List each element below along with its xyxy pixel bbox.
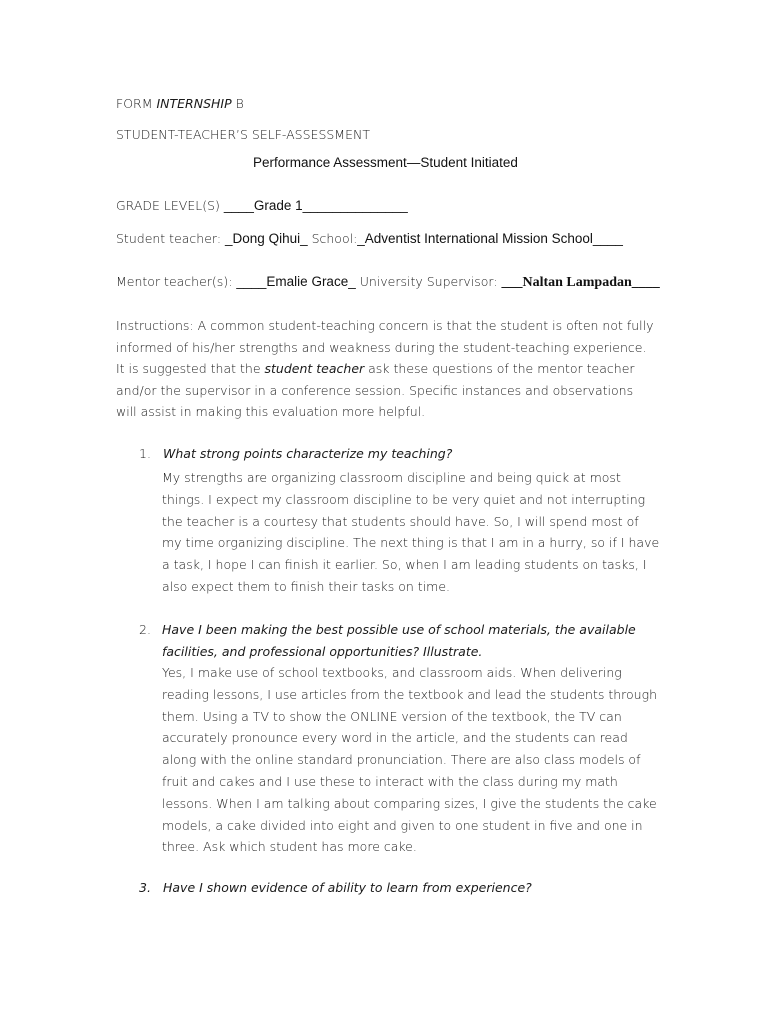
question-3	[139, 880, 532, 895]
question-3-number: 3.	[139, 880, 151, 895]
question-2-number: 2.	[139, 622, 151, 637]
document-subtitle: STUDENT-TEACHER’S SELF-ASSESSMENT	[116, 127, 370, 142]
school-label: School:	[307, 231, 358, 246]
question-1	[139, 446, 452, 461]
grade-level-value: ____Grade 1______________	[223, 198, 408, 213]
grade-level-row	[116, 198, 408, 213]
mentor-row	[116, 274, 660, 291]
student-teacher-row	[116, 231, 623, 246]
document-title: Performance Assessment—Student Initiated	[253, 155, 518, 170]
university-supervisor-value: ___Naltan Lampadan____	[501, 275, 660, 290]
student-teacher-value: _Dong Qihui_	[225, 231, 308, 246]
question-1-text: What strong points characterize my teaching?	[163, 446, 453, 461]
form-label: FORM INTERNSHIP B	[116, 96, 244, 111]
mentor-teacher-value: ____Emalie Grace_	[236, 274, 356, 289]
question-1-number: 1.	[139, 446, 151, 461]
instructions-emphasis: student teacher	[264, 361, 365, 377]
answer-1: My strengths are organizing classroom discipline and being quick at most things. I expect my classroom discipline to be very quiet and not interrupting the teacher is a courtesy that students should have. So, I will spend most of my time organizing discipline. The next thing is that I am in a hurry, so if I have a task, I hope I can finish it earlier. So, when I am leading students on tasks, I also expect them to finish their tasks on time.	[162, 470, 660, 594]
question-2-text: Have I been making the best possible use of school materials, the available facilities, and professional opportunities? Illustrate.	[162, 622, 636, 659]
university-supervisor-label: University Supervisor:	[355, 274, 502, 289]
question-2	[139, 619, 659, 659]
instructions-paragraph: Instructions: A common student-teaching concern is that the student is often not fully informed of his/her strengths and weakness during the student-teaching experience. It is suggested that the student teacher ask these questions of the mentor teacher and/or the supervisor in a conference session. Specific instances and observations will assist in making this evaluation more helpful.	[116, 318, 654, 420]
student-teacher-label: Student teacher:	[116, 231, 226, 246]
mentor-teacher-label: Mentor teacher(s):	[116, 274, 237, 289]
answer-2: Yes, I make use of school textbooks, and classroom aids. When delivering reading lessons, I use articles from the textbook and lead the students through them. Using a TV to show the ONLINE version of the textbook, the TV can accurately pronounce every word in the article, and the students can read along with the online standard pronunciation. There are also class models of fruit and cakes and I use these to interact with the class during my math lessons. When I am talking about comparing sizes, I give the students the cake models, a cake divided into eight and given to one student in five and one in three. Ask which student has more cake.	[162, 665, 658, 855]
form-internship-word: INTERNSHIP	[156, 96, 232, 111]
grade-level-label: GRADE LEVEL(S)	[116, 198, 224, 213]
question-3-text: Have I shown evidence of ability to learn from experience?	[163, 880, 532, 895]
school-value: _Adventist International Mission School____	[357, 231, 623, 246]
